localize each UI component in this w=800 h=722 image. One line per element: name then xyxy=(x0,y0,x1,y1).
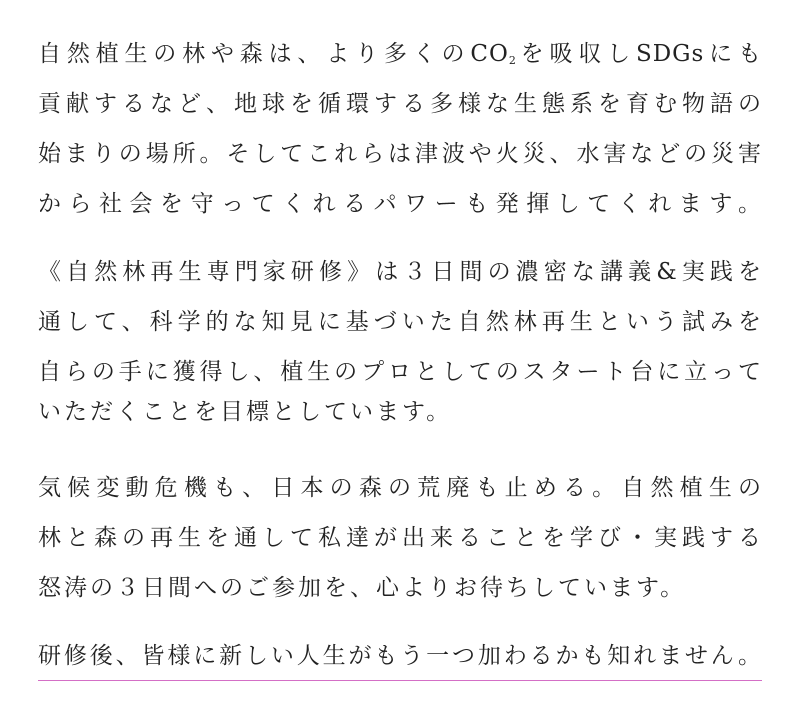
text-line: いただくことを目標としています。 xyxy=(38,399,453,425)
text-line: 自らの手に獲得し、植生のプロとしてのスタート台に立って xyxy=(38,359,762,385)
text-segment: 自然植生の林や森は、より多くのCO xyxy=(38,41,509,67)
text-line xyxy=(38,36,762,72)
text-line: 研修後、皆様に新しい人生がもう一つ加わるかも知れません。 xyxy=(38,643,762,669)
text-line: 気候変動危機も、日本の森の荒廃も止める。自然植生の xyxy=(38,475,762,501)
subscript: 2 xyxy=(508,54,516,67)
text-line: 怒涛の３日間へのご参加を、心よりお待ちしています。 xyxy=(38,575,687,601)
text-line: 《自然林再生専門家研修》は３日間の濃密な講義&実践を xyxy=(38,259,762,285)
underline-divider xyxy=(38,680,762,681)
text-line: 始まりの場所。そしてこれらは津波や火災、水害などの災害 xyxy=(38,141,762,167)
text-segment: を吸収しSDGsにも xyxy=(515,41,762,67)
text-line: 林と森の再生を通して私達が出来ることを学び・実践する xyxy=(38,525,762,551)
text-line: 貢献するなど、地球を循環する多様な生態系を育む物語の xyxy=(38,91,762,117)
text-line: から社会を守ってくれるパワーも発揮してくれます。 xyxy=(38,191,762,217)
text-line: 通して、科学的な知見に基づいた自然林再生という試みを xyxy=(38,309,762,335)
